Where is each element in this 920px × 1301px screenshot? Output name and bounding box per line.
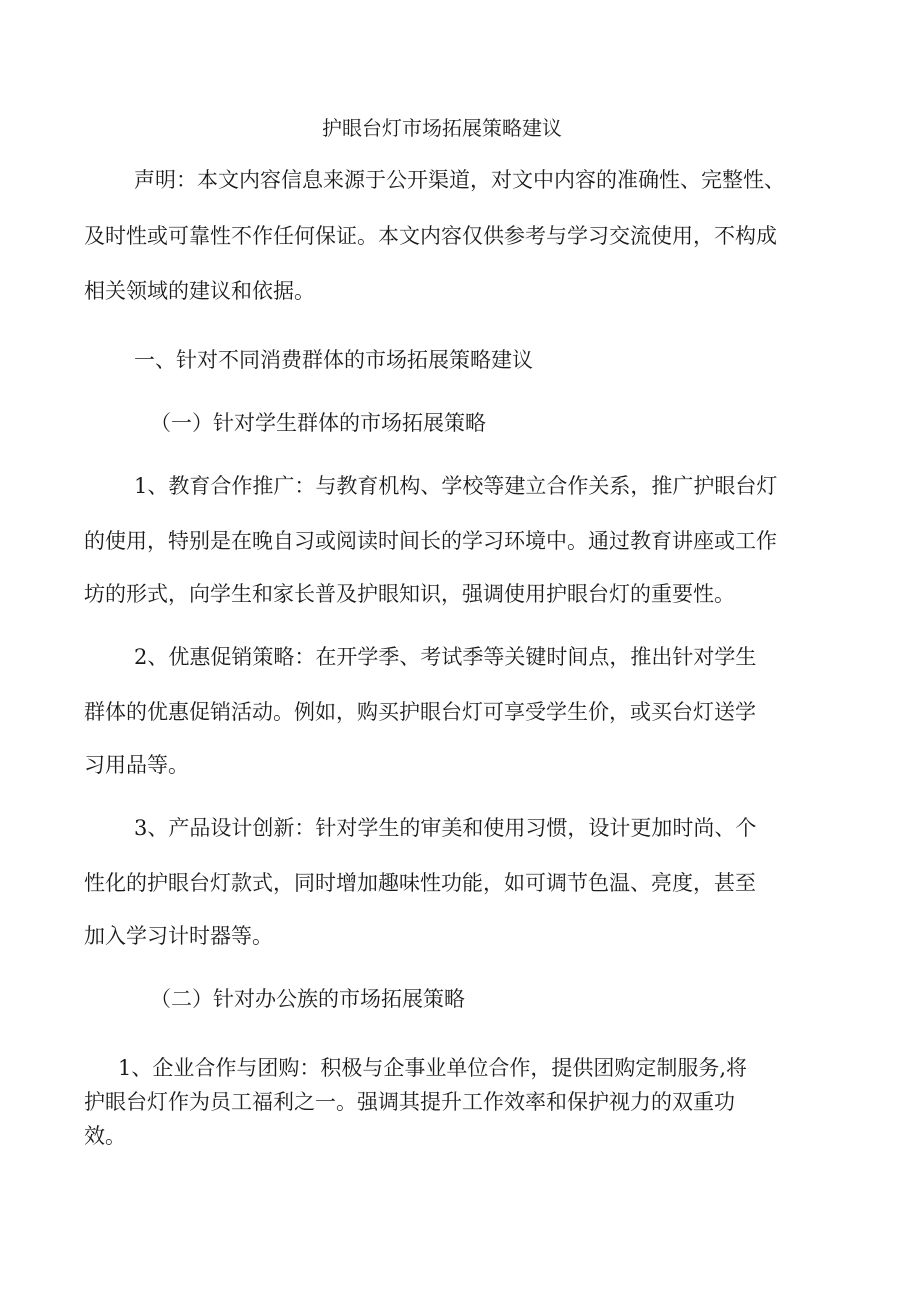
paragraph-line: 1、企业合作与团购：积极与企事业单位合作，提供团购定制服务,将 [118,1056,748,1080]
subsection-heading-students: （一）针对学生群体的市场拓展策略 [150,411,486,435]
paragraph-line: 护眼台灯作为员工福利之一。强调其提升工作效率和保护视力的双重功 [84,1090,735,1114]
disclaimer-line-2: 及时性或可靠性不作任何保证。本文内容仅供参考与学习交流使用，不构成 [84,224,777,248]
paragraph-line: 2、优惠促销策略：在开学季、考试季等关键时间点，推出针对学生 [134,645,757,669]
disclaimer-line-3: 相关领域的建议和依据。 [84,279,315,303]
paragraph-line: 群体的优惠促销活动。例如，购买护眼台灯可享受学生价，或买台灯送学 [84,700,756,724]
subsection-heading-office: （二）针对办公族的市场拓展策略 [150,987,465,1011]
paragraph-line: 3、产品设计创新：针对学生的审美和使用习惯，设计更加时尚、个 [134,816,757,840]
disclaimer-line-1: 声明：本文内容信息来源于公开渠道，对文中内容的准确性、完整性、 [134,168,785,192]
section-heading: 一、针对不同消费群体的市场拓展策略建议 [134,348,533,372]
paragraph-line: 效。 [84,1124,126,1148]
paragraph-line: 坊的形式，向学生和家长普及护眼知识，强调使用护眼台灯的重要性。 [84,582,735,606]
paragraph-line: 习用品等。 [84,753,189,777]
paragraph-line: 的使用，特别是在晚自习或阅读时间长的学习环境中。通过教育讲座或工作 [84,529,777,553]
paragraph-line: 1、教育合作推广：与教育机构、学校等建立合作关系，推广护眼台灯 [134,474,778,498]
paragraph-line: 性化的护眼台灯款式，同时增加趣味性功能，如可调节色温、亮度，甚至 [84,871,756,895]
paragraph-line: 加入学习计时器等。 [84,924,273,948]
document-title: 护眼台灯市场拓展策略建议 [322,116,562,140]
